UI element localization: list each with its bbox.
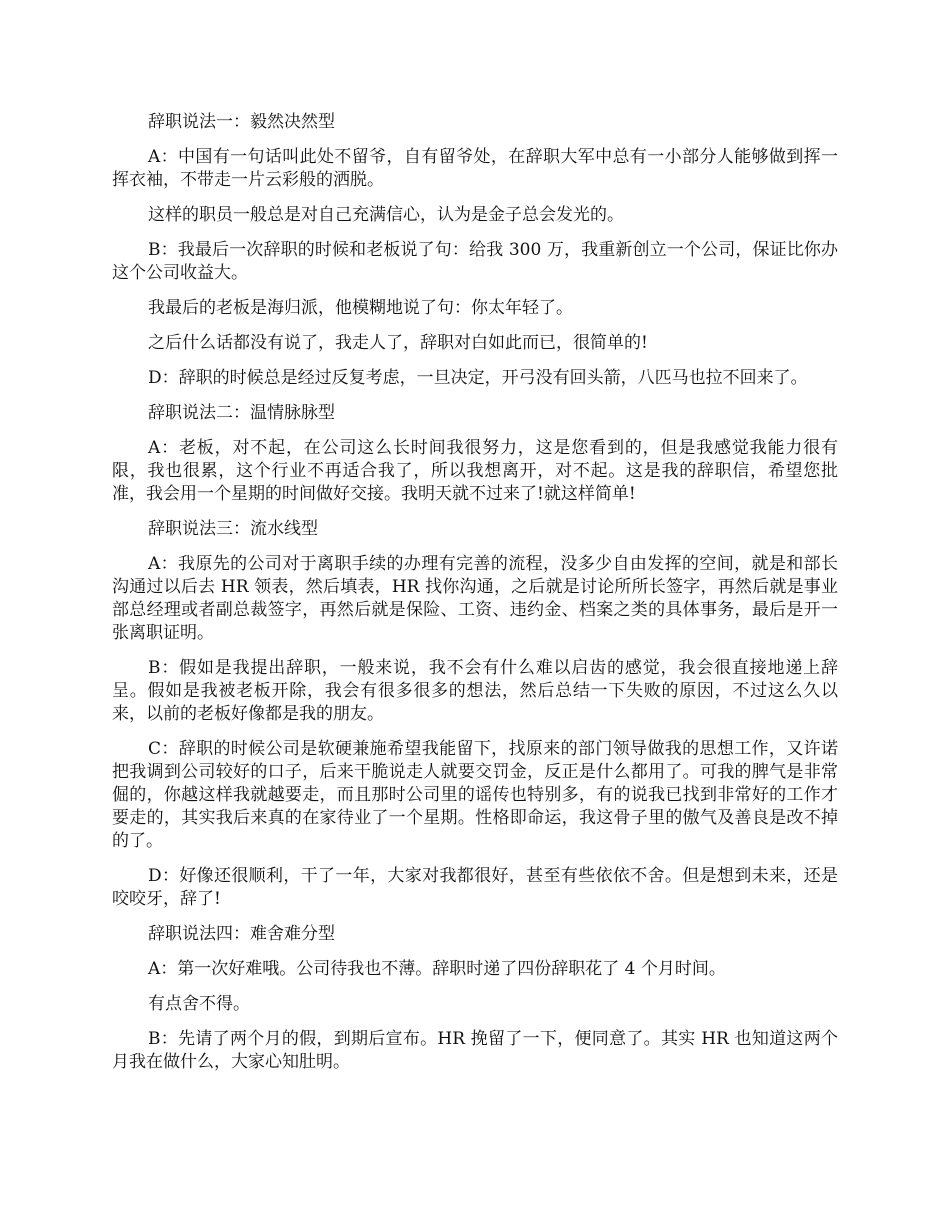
paragraph: A：第一次好难哦。公司待我也不薄。辞职时递了四份辞职花了 4 个月时间。 [148, 959, 726, 979]
section-heading-2: 辞职说法二：温情脉脉型 [148, 403, 335, 423]
paragraph: B：先请了两个月的假，到期后宣布。HR 挽留了一下，便同意了。其实 HR 也知道这两个月我在做什么，大家心知肚明。 [112, 1029, 838, 1072]
paragraph: 有点舍不得。 [148, 994, 250, 1014]
paragraph: 这样的职员一般总是对自己充满信心，认为是金子总会发光的。 [148, 205, 624, 225]
paragraph: D：辞职的时候总是经过反复考虑，一旦决定，开弓没有回头箭，八匹马也拉不回来了。 [148, 368, 808, 388]
paragraph: A：老板，对不起，在公司这么长时间我很努力，这是您看到的，但是我感觉我能力很有限，我也很累，这个行业不再适合我了，所以我想离开，对不起。这是我的辞职信，希望您批准，我会用一个星期的时间做好交接。我明天就不过来了!就这样简单! [112, 438, 838, 504]
section-heading-4: 辞职说法四：难舍难分型 [148, 924, 335, 944]
paragraph: 之后什么话都没有说了，我走人了，辞职对白如此而已，很简单的! [148, 333, 648, 353]
paragraph: D：好像还很顺利，干了一年，大家对我都很好，甚至有些依依不舍。但是想到未来，还是咬咬牙，辞了! [112, 866, 838, 909]
paragraph: B：我最后一次辞职的时候和老板说了句：给我 300 万，我重新创立一个公司，保证比你办这个公司收益大。 [112, 240, 838, 283]
section-heading-3: 辞职说法三：流水线型 [148, 519, 318, 539]
paragraph: C：辞职的时候公司是软硬兼施希望我能留下，找原来的部门领导做我的思想工作，又许诺把我调到公司较好的口子，后来干脆说走人就要交罚金，反正是什么都用了。可我的脾气是非常倔的，你越这样我就越要走，而且那时公司里的谣传也特别多，有的说我已找到非常好的工作才要走的，其实我后来真的在家待业了一个星期。性格即命运，我这骨子里的傲气及善良是改不掉的了。 [112, 739, 838, 851]
paragraph: 我最后的老板是海归派，他模糊地说了句：你太年轻了。 [148, 298, 573, 318]
paragraph: A：我原先的公司对于离职手续的办理有完善的流程，没多少自由发挥的空间，就是和部长沟通过以后去 HR 领表，然后填表，HR 找你沟通，之后就是讨论所所长签字，再然后就是事业部总经理或者副总裁签字，再然后就是保险、工资、违约金、档案之类的具体事务，最后是开一张离职证明。 [112, 554, 838, 643]
paragraph: B：假如是我提出辞职，一般来说，我不会有什么难以启齿的感觉，我会很直接地递上辞呈。假如是我被老板开除，我会有很多很多的想法，然后总结一下失败的原因，不过这么久以来，以前的老板好像都是我的朋友。 [112, 658, 838, 724]
section-heading-1: 辞职说法一：毅然决然型 [148, 112, 335, 132]
paragraph: A：中国有一句话叫此处不留爷，自有留爷处，在辞职大军中总有一小部分人能够做到挥一挥衣袖，不带走一片云彩般的洒脱。 [112, 147, 838, 190]
